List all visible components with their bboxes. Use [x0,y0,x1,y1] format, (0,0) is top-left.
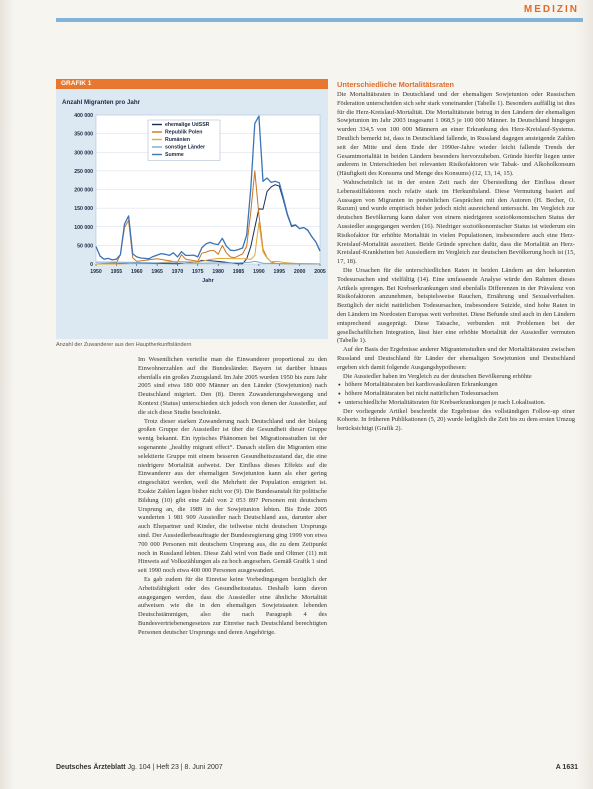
y-tick-label: 0 [90,262,93,268]
legend-label: Rumänien [165,137,191,143]
paragraph: Die Mortalitätsraten in Deutschland und der ehemaligen Sowjetunion oder Russischen Föderation unterscheiden sich sehr stark voneinander (Tabelle 1). Besonders auffällig ist dies für die Herz-Kreislauf-Mortalität. Die Mortalitätsrate betrug in den Ländern der ehemaligen Sowjetunion im Jahr 2003 insgesamt 1 068,5 je 100 000 Männer. In Deutschland hingegen wurden 334,5 von 100 000 Männern an einer Erkrankung des Herz-Kreislauf-Systems. Deutlich bemerkt ist, dass in Deutschland fallende, in Russland dagegen ansteigende Zahlen seit der Mitte und dem Ende der 1990er-Jahre wieder leicht fallende Trends der Gesamtmortalität in beiden Ländern besonders hervorzuheben. Gründe hierfür liegen unter anderem in Unterschieden bei relevanten Risikofaktoren wie Tabak- und Alkoholkonsum (Häufigkeit des Konsums und Menge des Konsums) (12, 13, 14, 15). [337,91,575,178]
x-tick-label: 1965 [151,269,163,275]
x-tick-label: 1955 [110,269,123,275]
paragraph: Trotz dieser starken Zuwanderung nach Deutschland und der bislang großen Gruppe der Aussiedler ist über die Gesundheit dieser Gruppe wenig bekannt. Ein typisches Phänomen bei Migrationsstudien ist der sogenannte „healthy migrant effect“. Danach stellen die Migranten eine selektierte Gruppe mit einem besseren Gesundheitszustand dar, die eine niedrigere Mortalität aufweist. Der Einfluss dieses Effekts auf die Einwanderer aus der ehemaligen Sowjetunion kann als eher gering eingeschätzt werden, weil die Mehrheit der Population emigriert ist. Exakte Zahlen lagen bisher nicht vor (9). Die Bundesanstalt für politische Bildung (10) gibt eine Zahl von 2 053 897 Personen mit deutschem Ursprung an, die 1989 in der Sowjetunion lebten. Bis Ende 2005 wanderten 1 981 909 Aussiedler nach Deutschland aus, darunter aber auch Ehepartner und Kinder, die teilweise nicht deutschen Ursprungs sind. Der Aussiedlerbeauftragte der Bundesregierung ging 1999 von etwa 700 000 Personen mit deutschem Ursprung aus, die zu dem Zeitpunkt noch in Russland lebten. Diese Zahl wird von Bade und Oltmer (11) mit Hinweis auf Volkszählungen als zu hoch angesehen. Gemäß Grafik 1 sind seit 1990 noch etwa 400 000 Personen ausgewandert. [138,417,327,575]
right-column [337,80,575,434]
figure-chart [56,79,328,339]
section-heading: Unterschiedliche Mortalitätsraten [337,80,455,89]
y-tick-label: 200 000 [74,187,93,194]
x-axis-label: Jahr [202,278,214,284]
y-tick-label: 100 000 [74,224,93,231]
legend-label: ehemalige UdSSR [165,122,210,128]
legend-label: Republik Polen [165,129,203,136]
list-item: ● höhere Mortalitätsraten bei nicht natürlichen Todesursachen [345,390,575,399]
hypothesis-list [337,381,575,407]
x-tick-label: 1985 [232,269,245,275]
page-number: A 1631 [555,764,578,771]
chart-title: Anzahl Migranten pro Jahr [62,99,141,106]
x-tick-label: 1995 [273,269,286,275]
paragraph: Die Ursachen für die unterschiedlichen Raten in beiden Ländern an den bekannten Todesursachen sind vielfältig (14). Eine umfassende Analyse würde den Rahmen dieses Artikels sprengen. Bei Krebserkrankungen sind ebenfalls Differenzen in der Prävalenz von Risikofaktoren anzunehmen, beispielsweise Rauchen, Ernährung und Sexualverhalten. Bezüglich der nicht natürlichen Todesursachen, insbesondere Suizide, sind hohe Raten in den Ländern im Nordosten Europas weit verbreitet. Diese Befunde sind auch in den Ländern entsprechend ausgeprägt. Diese Tatsache, verbunden mit Problemen bei der gesellschaftlichen Integration, lässt hier eine erhöhte Mortalität der Aussiedler vermuten (Tabelle 1). [337,266,575,345]
x-tick-label: 1960 [130,269,143,275]
page-footer [56,764,578,776]
x-tick-label: 1975 [192,269,204,275]
paragraph: Der vorliegende Artikel beschreibt die Ergebnisse des vollständigen Follow-up einer Kohorte. In früheren Publikationen (5, 20) wurde lediglich die Zeit bis zu dem ersten Umzug berücksichtigt (Grafik 2). [337,407,575,433]
journal-issue: Jg. 104 | Heft 23 | 8. Juni 2007 [127,764,223,771]
legend-label: Summe [165,152,184,158]
figure-header [56,79,328,89]
y-tick-label: 350 000 [74,131,93,138]
paragraph: Wahrscheinlich ist in der ersten Zeit nach der Übersiedlung der Einfluss dieser Lebensstilfaktoren noch relativ stark im Herkunftsland. Diese Vermutung basiert auf Aussagen von Migranten in persönlichen Gesprächen mit den Autoren (H. Becher, O. Razum) und wurde empirisch bisher jedoch nicht ausreichend untersucht. Im Vergleich zur deutschen Bevölkerung kann daher von einem niedrigeren sozioökonomischen Status der Aussiedler ausgegangen werden (16). Niedriger sozioökonomischer Status ist wiederum ein Risikofaktor für erhöhte Mortalität in vielen Populationen, insbesondere auch eine Herz-Kreislauf-Mortalität assoziiert. Beide Gründe sprechen dafür, dass die Mortalität an Herz-Kreislauf-Krankheiten bei Aussiedlern im Vergleich zur deutschen Bevölkerung hoch ist (15, 17, 18). [337,178,575,266]
x-tick-label: 2005 [314,269,326,275]
y-tick-label: 250 000 [74,168,93,175]
y-tick-label: 50 000 [77,243,93,250]
paragraph: Im Wesentlichen verteilte man die Einwanderer proportional zu den Einwohnerzahlen auf die Bundesländer. Bayern ist darüber hinaus ebenfalls ein großes Zuzugsland. Im Jahr 2005 wurden 1950 bis zum Jahr 2005 sind etwa 180 000 Männer an den Länder (Sowjetunion) nach Deutschland migriert. Den (8). Deren Zuwanderungsbewegung und Kontext (Status) unterschieden sich jedoch von denen der Aussiedler, auf die sich diese Studie beschränkt. [138,356,327,416]
paragraph: Auf der Basis der Ergebnisse anderer Migrantenstudien und der Mortalitätsraten zwischen Russland und Deutschland für Länder der ehemaligen Sowjetunion und Deutschland ergeben sich damit folgende Ausgangshypothesen: [337,346,575,371]
migration-line-chart [56,89,328,339]
x-tick-label: 1980 [212,269,224,275]
figure-label: GRAFIK 1 [61,80,92,87]
section-label: MEDIZIN [523,4,579,15]
left-column [138,356,327,638]
y-tick-label: 400 000 [74,113,93,119]
y-tick-label: 150 000 [74,206,93,213]
legend-label: sonstige Länder [165,144,206,151]
list-item: ● höhere Mortalitätsraten bei kardiovaskulären Erkrankungen [345,381,575,390]
header-rule [56,18,583,22]
x-tick-label: 2000 [293,269,306,275]
figure-caption: Anzahl der Zuwanderer aus den Hauptherkunftsländern [56,342,192,348]
x-tick-label: 1990 [253,269,265,275]
y-tick-label: 300 000 [74,150,93,157]
list-item: ● unterschiedliche Mortalitätsraten für Krebserkrankungen je nach Lokalisation. [345,399,575,408]
journal-name: Deutsches Ärzteblatt [56,764,126,771]
paragraph: Die Aussiedler haben im Vergleich zu der deutschen Bevölkerung erhöhte [343,372,532,380]
x-tick-label: 1970 [171,269,184,275]
journal-reference [56,764,223,771]
x-tick-label: 1950 [90,269,102,275]
paragraph: Es gab zudem für die Einreise keine Vorbedingungen bezüglich der Arbeitsfähigkeit oder des Gesundheitsstatus. Deshalb kann davon ausgegangen werden, dass die Aussiedler eine ähnliche Mortalität aufweisen wie die in den ehemaligen Sowjetstaaten lebenden Deutschstämmigen, also die nach Paragraph 4 des Bundesvertriebenengesetzes zur Einreise nach Deutschland berechtigten Personen deutscher Ursprungs und deren Angehörige. [138,575,327,636]
